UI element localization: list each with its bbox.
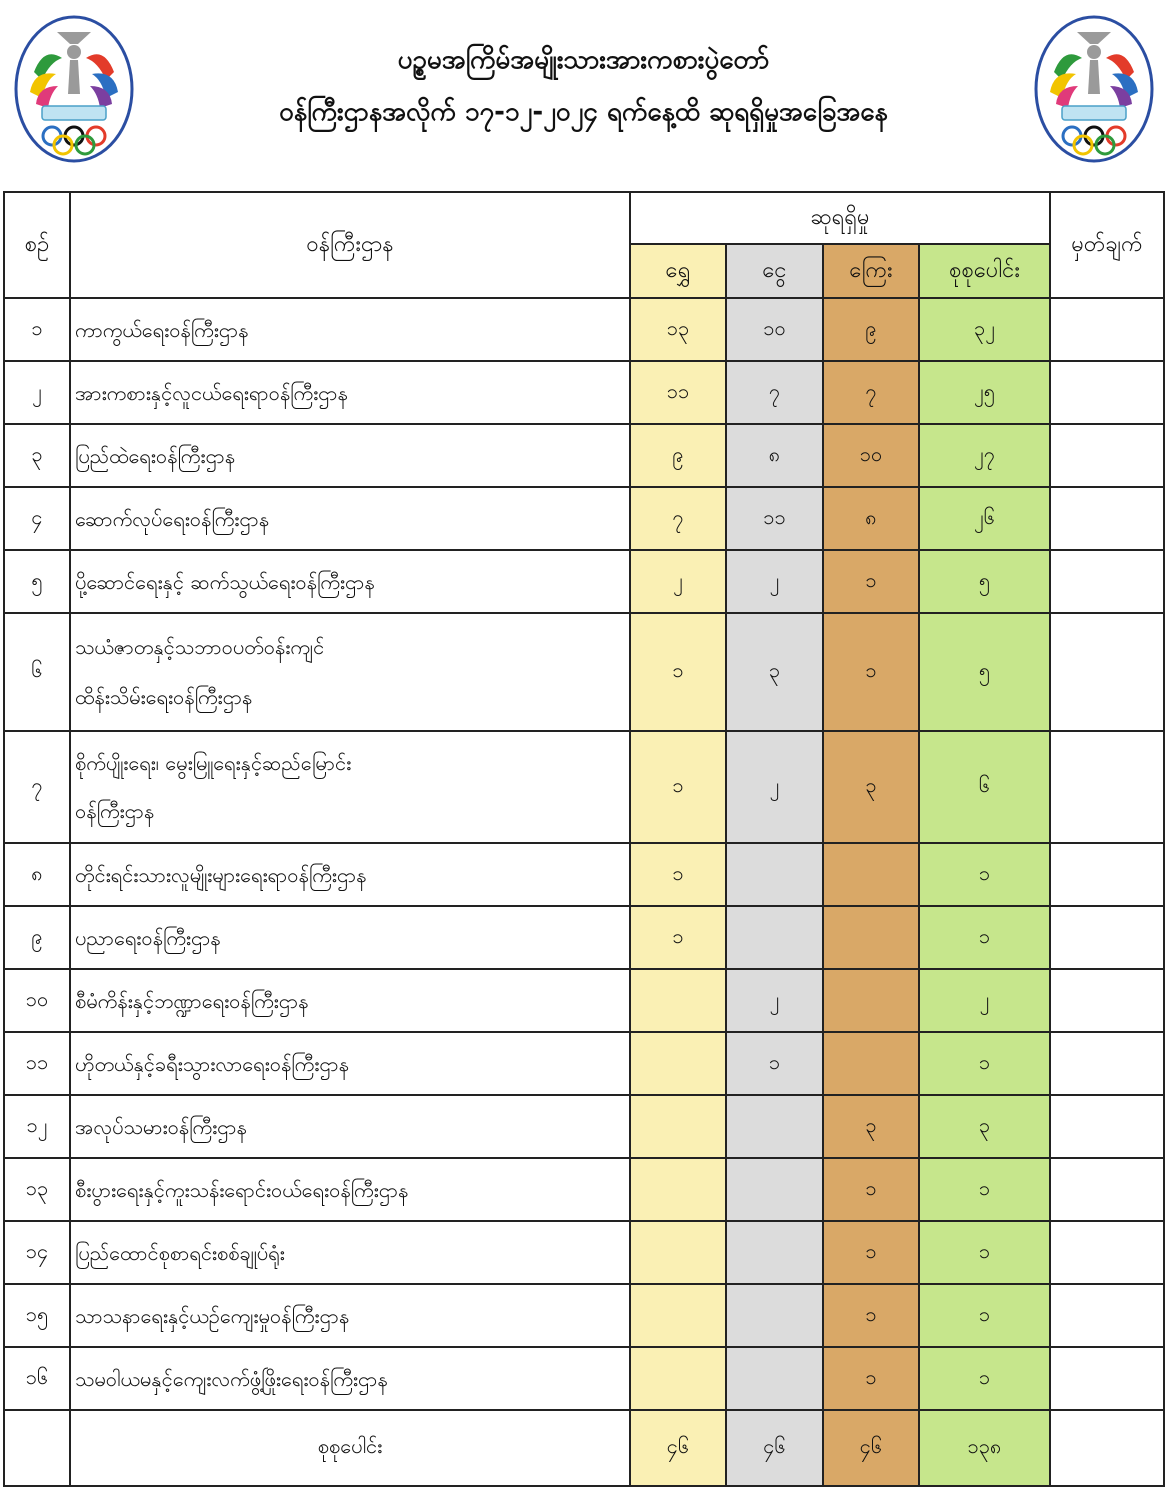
games-logo-left — [12, 14, 136, 164]
row-ministry: ပို့ဆောင်ရေးနှင့် ဆက်သွယ်ရေးဝန်ကြီးဌာန — [70, 550, 630, 613]
row-no: ၁၀ — [4, 969, 70, 1032]
row-remarks — [1050, 1032, 1164, 1095]
row-ministry: အလုပ်သမားဝန်ကြီးဌာန — [70, 1095, 630, 1158]
row-bronze: ၁ — [823, 1284, 919, 1347]
row-total: ၂၅ — [919, 361, 1050, 424]
row-ministry-line1: သယံဇာတနှင့်သဘာဝပတ်ဝန်းကျင် — [75, 635, 325, 659]
table-row — [4, 1032, 1164, 1095]
row-silver: ၈ — [726, 424, 823, 487]
row-no: ၅ — [4, 550, 70, 613]
row-ministry: အားကစားနှင့်လူငယ်ရေးရာဝန်ကြီးဌာန — [70, 361, 630, 424]
row-gold — [630, 969, 726, 1032]
row-gold — [630, 1095, 726, 1158]
row-bronze: ၁ — [823, 1158, 919, 1221]
row-remarks — [1050, 361, 1164, 424]
row-bronze: ၁၀ — [823, 424, 919, 487]
row-total: ၂၆ — [919, 487, 1050, 550]
table-row — [4, 1347, 1164, 1410]
row-gold: ၂ — [630, 550, 726, 613]
row-gold — [630, 1347, 726, 1410]
row-silver: ၂ — [726, 550, 823, 613]
row-total: ၁ — [919, 1221, 1050, 1284]
row-gold — [630, 1158, 726, 1221]
table-row — [4, 1095, 1164, 1158]
row-no: ၆ — [4, 613, 70, 731]
totals-no — [4, 1410, 70, 1486]
row-gold: ၁ — [630, 843, 726, 906]
row-ministry: ကာကွယ်ရေးဝန်ကြီးဌာန — [70, 298, 630, 361]
row-ministry-line2: ဝန်ကြီးဌာန — [75, 799, 155, 823]
row-bronze — [823, 969, 919, 1032]
row-remarks — [1050, 843, 1164, 906]
row-ministry: ဆောက်လုပ်ရေးဝန်ကြီးဌာန — [70, 487, 630, 550]
row-no: ၇ — [4, 731, 70, 843]
totals-remarks — [1050, 1410, 1164, 1486]
row-remarks — [1050, 1095, 1164, 1158]
row-remarks — [1050, 1158, 1164, 1221]
row-remarks — [1050, 298, 1164, 361]
totals-gold: ၄၆ — [630, 1410, 726, 1486]
row-total: ၁ — [919, 843, 1050, 906]
row-ministry: သမဝါယမနှင့်ကျေးလက်ဖွံ့ဖြိုးရေးဝန်ကြီးဌာန — [70, 1347, 630, 1410]
row-ministry: ပြည်ထဲရေးဝန်ကြီးဌာန — [70, 424, 630, 487]
row-bronze: ၈ — [823, 487, 919, 550]
row-remarks — [1050, 613, 1164, 731]
row-no: ၁၆ — [4, 1347, 70, 1410]
row-total: ၁ — [919, 1284, 1050, 1347]
row-silver — [726, 1095, 823, 1158]
row-ministry: ပြည်ထောင်စုစာရင်းစစ်ချုပ်ရုံး — [70, 1221, 630, 1284]
row-silver — [726, 1158, 823, 1221]
page-title: ပဉ္စမအကြိမ်အမျိုးသားအားကစားပွဲတော် — [397, 45, 770, 75]
header-medals: ဆုရရှိမှု — [630, 192, 1050, 244]
row-no: ၄ — [4, 487, 70, 550]
row-ministry-line1: စိုက်ပျိုးရေး၊ မွေးမြူရေးနှင့်ဆည်မြောင်း — [75, 751, 352, 775]
medal-table — [3, 191, 1165, 1487]
table-row — [4, 969, 1164, 1032]
header-no: စဉ် — [4, 192, 70, 298]
table-row — [4, 731, 1164, 843]
totals-total: ၁၃၈ — [919, 1410, 1050, 1486]
row-bronze: ၁ — [823, 550, 919, 613]
table-row — [4, 487, 1164, 550]
row-bronze: ၁ — [823, 1347, 919, 1410]
row-silver — [726, 906, 823, 969]
row-remarks — [1050, 731, 1164, 843]
table-row — [4, 361, 1164, 424]
row-total: ၁ — [919, 906, 1050, 969]
table-row — [4, 843, 1164, 906]
row-ministry: တိုင်းရင်းသားလူမျိုးများရေးရာဝန်ကြီးဌာန — [70, 843, 630, 906]
row-no: ၃ — [4, 424, 70, 487]
row-silver — [726, 1221, 823, 1284]
row-silver — [726, 843, 823, 906]
row-bronze: ၁ — [823, 1221, 919, 1284]
table-row — [4, 1221, 1164, 1284]
row-bronze: ၇ — [823, 361, 919, 424]
row-no: ၁ — [4, 298, 70, 361]
row-silver: ၁၀ — [726, 298, 823, 361]
row-gold: ၁ — [630, 731, 726, 843]
row-remarks — [1050, 550, 1164, 613]
row-silver: ၁ — [726, 1032, 823, 1095]
totals-bronze: ၄၆ — [823, 1410, 919, 1486]
table-row — [4, 1158, 1164, 1221]
row-silver — [726, 1347, 823, 1410]
row-silver: ၂ — [726, 969, 823, 1032]
row-remarks — [1050, 906, 1164, 969]
row-total: ၆ — [919, 731, 1050, 843]
row-ministry — [70, 731, 630, 843]
row-gold: ၁၃ — [630, 298, 726, 361]
row-gold: ၁ — [630, 906, 726, 969]
row-remarks — [1050, 1221, 1164, 1284]
row-bronze — [823, 1032, 919, 1095]
row-no: ၁၅ — [4, 1284, 70, 1347]
header-gold: ရွှေ — [630, 244, 726, 298]
row-total: ၅ — [919, 550, 1050, 613]
row-remarks — [1050, 969, 1164, 1032]
row-no: ၂ — [4, 361, 70, 424]
row-silver: ၁၁ — [726, 487, 823, 550]
row-gold — [630, 1032, 726, 1095]
row-bronze: ၃ — [823, 1095, 919, 1158]
header-total: စုစုပေါင်း — [919, 244, 1050, 298]
header-remarks: မှတ်ချက် — [1050, 192, 1164, 298]
row-bronze: ၃ — [823, 731, 919, 843]
row-bronze: ၉ — [823, 298, 919, 361]
games-logo-right — [1032, 14, 1156, 164]
table-row — [4, 550, 1164, 613]
header-bronze: ကြေး — [823, 244, 919, 298]
row-ministry: စီးပွားရေးနှင့်ကူးသန်းရောင်းဝယ်ရေးဝန်ကြီးဌာန — [70, 1158, 630, 1221]
row-no: ၁၂ — [4, 1095, 70, 1158]
row-ministry-line2: ထိန်းသိမ်းရေးဝန်ကြီးဌာန — [75, 685, 253, 709]
row-remarks — [1050, 424, 1164, 487]
row-gold: ၁ — [630, 613, 726, 731]
row-silver — [726, 1284, 823, 1347]
row-total: ၂ — [919, 969, 1050, 1032]
row-silver: ၇ — [726, 361, 823, 424]
row-ministry: သာသနာရေးနှင့်ယဉ်ကျေးမှုဝန်ကြီးဌာန — [70, 1284, 630, 1347]
row-total: ၁ — [919, 1158, 1050, 1221]
row-silver: ၂ — [726, 731, 823, 843]
row-gold — [630, 1221, 726, 1284]
row-remarks — [1050, 1284, 1164, 1347]
header-ministry: ဝန်ကြီးဌာန — [70, 192, 630, 298]
row-total: ၁ — [919, 1032, 1050, 1095]
row-no: ၉ — [4, 906, 70, 969]
row-gold: ၁၁ — [630, 361, 726, 424]
row-bronze — [823, 906, 919, 969]
totals-label: စုစုပေါင်း — [70, 1410, 630, 1486]
row-no: ၈ — [4, 843, 70, 906]
page-subtitle: ဝန်ကြီးဌာနအလိုက် ၁၇-၁၂-၂၀၂၄ ရက်နေ့ထိ ဆုရရှိမှုအခြေအနေ — [279, 97, 888, 127]
row-gold — [630, 1284, 726, 1347]
row-total: ၃ — [919, 1095, 1050, 1158]
row-no: ၁၄ — [4, 1221, 70, 1284]
row-no: ၁၃ — [4, 1158, 70, 1221]
row-total: ၂၇ — [919, 424, 1050, 487]
row-ministry: ပညာရေးဝန်ကြီးဌာန — [70, 906, 630, 969]
row-bronze — [823, 843, 919, 906]
table-row — [4, 1284, 1164, 1347]
table-row — [4, 298, 1164, 361]
row-remarks — [1050, 487, 1164, 550]
header-silver: ငွေ — [726, 244, 823, 298]
row-silver: ၃ — [726, 613, 823, 731]
table-row — [4, 424, 1164, 487]
table-row — [4, 906, 1164, 969]
row-bronze: ၁ — [823, 613, 919, 731]
row-total: ၁ — [919, 1347, 1050, 1410]
row-gold: ၉ — [630, 424, 726, 487]
row-total: ၅ — [919, 613, 1050, 731]
row-gold: ၇ — [630, 487, 726, 550]
table-row — [4, 613, 1164, 731]
row-total: ၃၂ — [919, 298, 1050, 361]
row-ministry: စီမံကိန်းနှင့်ဘဏ္ဍာရေးဝန်ကြီးဌာန — [70, 969, 630, 1032]
row-no: ၁၁ — [4, 1032, 70, 1095]
totals-silver: ၄၆ — [726, 1410, 823, 1486]
row-ministry: ဟိုတယ်နှင့်ခရီးသွားလာရေးဝန်ကြီးဌာန — [70, 1032, 630, 1095]
totals-row — [4, 1410, 1164, 1486]
row-remarks — [1050, 1347, 1164, 1410]
row-ministry — [70, 613, 630, 731]
